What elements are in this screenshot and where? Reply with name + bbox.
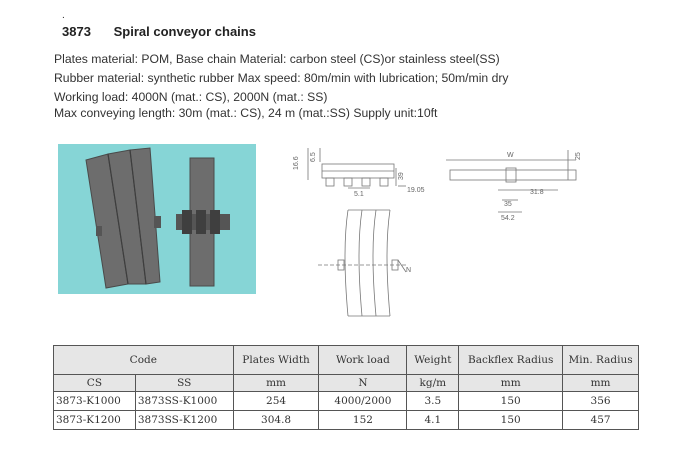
spec-rubber-speed: Rubber material: synthetic rubber Max speed: 80m/min with lubrication; 50m/min dry bbox=[54, 71, 509, 85]
header-weight: Weight bbox=[407, 346, 459, 375]
cell-work-load: 4000/2000 bbox=[319, 392, 407, 411]
dim-n: N bbox=[406, 267, 412, 274]
product-code: 3873 bbox=[62, 24, 91, 39]
cell-min-radius: 457 bbox=[563, 411, 639, 430]
dim-5-1: 5.1 bbox=[354, 191, 364, 198]
product-photo bbox=[58, 144, 256, 294]
unit-cs: CS bbox=[54, 375, 136, 392]
table-row bbox=[54, 392, 639, 411]
table-header-row bbox=[54, 346, 639, 375]
cell-ss-code: 3873SS-K1200 bbox=[135, 411, 233, 430]
cell-ss-code: 3873SS-K1000 bbox=[135, 392, 233, 411]
header-backflex-radius: Backflex Radius bbox=[459, 346, 563, 375]
technical-drawing bbox=[288, 140, 618, 330]
table-units-row bbox=[54, 375, 639, 392]
table-row bbox=[54, 411, 639, 430]
header-plates-width: Plates Width bbox=[233, 346, 319, 375]
specification-table bbox=[53, 345, 639, 430]
cell-min-radius: 356 bbox=[563, 392, 639, 411]
cell-weight: 4.1 bbox=[407, 411, 459, 430]
header-dot: . bbox=[62, 10, 65, 21]
spec-materials: Plates material: POM, Base chain Material: carbon steel (CS)or stainless steel(SS) bbox=[54, 52, 500, 66]
dim-16-6: 16.6 bbox=[293, 156, 300, 170]
dim-25: 25 bbox=[575, 152, 582, 160]
dim-6-5: 6.5 bbox=[310, 152, 317, 162]
cell-backflex: 150 bbox=[459, 411, 563, 430]
dim-19-05: 19.05 bbox=[407, 187, 425, 194]
unit-min-radius: mm bbox=[563, 375, 639, 392]
product-name: Spiral conveyor chains bbox=[113, 24, 256, 39]
dim-w: W bbox=[507, 152, 514, 159]
dim-31-8: 31.8 bbox=[530, 189, 544, 196]
dim-35: 35 bbox=[504, 201, 512, 208]
cell-backflex: 150 bbox=[459, 392, 563, 411]
spec-working-load: Working load: 4000N (mat.: CS), 2000N (mat.: SS) bbox=[54, 90, 328, 104]
cell-cs-code: 3873-K1000 bbox=[54, 392, 136, 411]
header-code: Code bbox=[54, 346, 234, 375]
dim-39: 39 bbox=[398, 172, 405, 180]
unit-work-load: N bbox=[319, 375, 407, 392]
unit-plates-width: mm bbox=[233, 375, 319, 392]
page-title bbox=[62, 24, 256, 39]
cell-work-load: 152 bbox=[319, 411, 407, 430]
dim-54-2: 54.2 bbox=[501, 215, 515, 222]
header-min-radius: Min. Radius bbox=[563, 346, 639, 375]
cell-cs-code: 3873-K1200 bbox=[54, 411, 136, 430]
unit-backflex: mm bbox=[459, 375, 563, 392]
header-work-load: Work load bbox=[319, 346, 407, 375]
cell-plates-width: 304.8 bbox=[233, 411, 319, 430]
unit-weight: kg/m bbox=[407, 375, 459, 392]
unit-ss: SS bbox=[135, 375, 233, 392]
spec-conveying-length: Max conveying length: 30m (mat.: CS), 24 m (mat.:SS) Supply unit:10ft bbox=[54, 106, 438, 120]
cell-weight: 3.5 bbox=[407, 392, 459, 411]
cell-plates-width: 254 bbox=[233, 392, 319, 411]
